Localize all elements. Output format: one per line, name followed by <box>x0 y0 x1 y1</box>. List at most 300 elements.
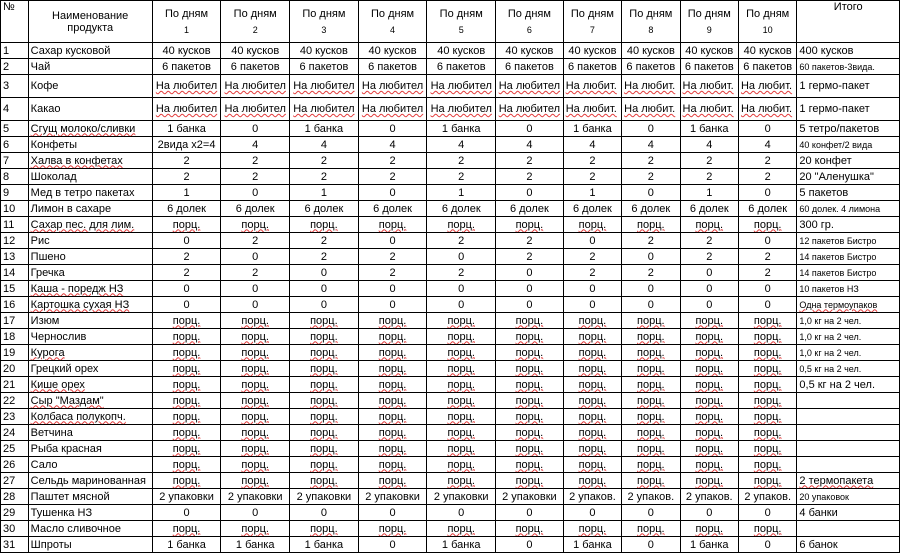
product-name <box>28 281 152 297</box>
day-4-cell <box>358 249 427 265</box>
cell-value: 1 банка <box>573 122 612 135</box>
day-2-cell <box>221 377 290 393</box>
day-8-cell <box>622 521 680 537</box>
cell-value: порц. <box>172 474 201 487</box>
cell-value: 2 упаковки <box>502 490 557 503</box>
cell-value: 2 <box>458 154 465 167</box>
cell-value: порц. <box>637 442 665 455</box>
product-name-text: Рис <box>30 234 50 247</box>
day-5-cell <box>427 393 496 409</box>
cell-value: На любител <box>224 80 286 92</box>
cell-value: 0 <box>526 186 533 199</box>
cell-value: 40 кусков <box>231 44 280 57</box>
day-9-cell <box>680 169 738 185</box>
day-9-cell <box>680 98 738 121</box>
day-3-cell <box>290 265 359 281</box>
row-number: 27 <box>1 473 29 489</box>
cell-value: порц. <box>447 410 475 423</box>
table-row <box>1 441 900 457</box>
day-1-cell <box>152 249 221 265</box>
table-row <box>1 489 900 505</box>
table-row <box>1 345 900 361</box>
day-6-cell <box>496 329 564 345</box>
day-8-cell <box>622 377 680 393</box>
total-cell <box>797 345 900 361</box>
cell-value: порц. <box>310 218 338 231</box>
cell-value: 2 упаковки <box>159 490 214 503</box>
day-8-cell <box>622 457 680 473</box>
cell-value: порц. <box>447 426 475 439</box>
cell-value: порц. <box>695 442 724 455</box>
day-8-cell <box>622 185 680 201</box>
day-7-cell <box>563 505 621 521</box>
product-name-text: Изюм <box>30 314 60 327</box>
table-row <box>1 233 900 249</box>
cell-value: порц. <box>172 314 201 327</box>
day-10-cell <box>738 185 796 201</box>
day-6-cell <box>496 361 564 377</box>
row-number: 4 <box>1 98 29 121</box>
day-10-cell <box>738 233 796 249</box>
header-day-label: По дням <box>302 7 346 20</box>
day-2-cell <box>221 121 290 137</box>
cell-value: На любит. <box>565 103 617 115</box>
cell-value: 0 <box>764 122 771 135</box>
day-8-cell <box>622 153 680 169</box>
row-number: 8 <box>1 169 29 185</box>
cell-value: 6 пакетов <box>368 60 417 73</box>
day-5-cell <box>427 137 496 153</box>
day-6-cell <box>496 425 564 441</box>
cell-value: порц. <box>241 378 269 391</box>
day-4-cell <box>358 265 427 281</box>
cell-value: порц. <box>447 474 475 487</box>
day-8-cell <box>622 137 680 153</box>
cell-value: 0 <box>458 506 465 519</box>
row-number: 16 <box>1 297 29 313</box>
cell-value: порц. <box>172 410 201 423</box>
product-name-text: Лимон в сахаре <box>30 202 112 215</box>
cell-value: 2 <box>647 154 654 167</box>
day-2-cell <box>221 75 290 98</box>
cell-value: 40 кусков <box>505 44 554 57</box>
day-8-cell <box>622 297 680 313</box>
product-name <box>28 457 152 473</box>
cell-value: порц. <box>753 314 782 327</box>
day-10-cell <box>738 169 796 185</box>
day-2-cell <box>221 201 290 217</box>
total-value: 12 пакетов Бистро <box>799 235 877 246</box>
cell-value: порц. <box>695 346 724 359</box>
product-name <box>28 393 152 409</box>
day-1-cell <box>152 43 221 59</box>
product-name-text: Какао <box>30 103 61 115</box>
cell-value: 0 <box>458 282 465 295</box>
cell-value: 2 <box>647 170 654 183</box>
day-2-cell <box>221 59 290 75</box>
product-name <box>28 473 152 489</box>
day-5-cell <box>427 425 496 441</box>
cell-value: 4 <box>526 138 533 151</box>
cell-value: На любител <box>430 80 492 92</box>
cell-value: порц. <box>515 378 544 391</box>
cell-value: 4 <box>320 138 327 151</box>
day-7-cell <box>563 43 621 59</box>
day-4-cell <box>358 281 427 297</box>
cell-value: 6 пакетов <box>684 60 734 73</box>
total-value: 0,5 кг на 2 чел. <box>799 363 862 374</box>
cell-value: порц. <box>578 522 607 535</box>
day-8-cell <box>622 489 680 505</box>
day-3-cell <box>290 185 359 201</box>
day-5-cell <box>427 361 496 377</box>
cell-value: 2 <box>526 154 533 167</box>
day-7-cell <box>563 121 621 137</box>
product-name-text: Сыр "Маздам" <box>30 394 104 407</box>
day-5-cell <box>427 329 496 345</box>
product-name <box>28 441 152 457</box>
table-row <box>1 249 900 265</box>
day-7-cell <box>563 201 621 217</box>
cell-value: порц. <box>515 442 544 455</box>
header-day-label: По дням <box>371 7 415 20</box>
product-name <box>28 185 152 201</box>
day-8-cell <box>622 281 680 297</box>
day-3-cell <box>290 249 359 265</box>
total-cell <box>797 217 900 233</box>
cell-value: порц. <box>172 218 201 231</box>
day-3-cell <box>290 489 359 505</box>
cell-value: На любит. <box>740 103 793 115</box>
day-4-cell <box>358 409 427 425</box>
day-10-cell <box>738 425 796 441</box>
day-5-cell <box>427 505 496 521</box>
total-cell <box>797 505 900 521</box>
day-9-cell <box>680 409 738 425</box>
cell-value: порц. <box>378 378 407 391</box>
cell-value: 0 <box>389 538 396 551</box>
cell-value: 1 <box>183 186 190 199</box>
cell-value: 0 <box>183 234 190 247</box>
total-value: Одна термоупаков <box>799 299 878 310</box>
day-8-cell <box>622 169 680 185</box>
row-number: 29 <box>1 505 29 521</box>
day-6-cell <box>496 233 564 249</box>
day-7-cell <box>563 521 621 537</box>
table-row <box>1 201 900 217</box>
cell-value: 4 <box>252 138 259 151</box>
cell-value: 0 <box>252 250 259 263</box>
total-value: 300 гр. <box>799 218 834 231</box>
cell-value: порц. <box>515 426 544 439</box>
product-name <box>28 137 152 153</box>
day-2-cell <box>221 43 290 59</box>
cell-value: 2 <box>252 266 259 279</box>
cell-value: 0 <box>389 506 396 519</box>
day-9-cell <box>680 329 738 345</box>
total-cell <box>797 75 900 98</box>
day-5-cell <box>427 377 496 393</box>
header-day-label: По дням <box>233 7 277 20</box>
cell-value: 0 <box>647 538 654 551</box>
cell-value: На любител <box>361 103 424 115</box>
cell-value: порц. <box>695 330 724 343</box>
product-name <box>28 409 152 425</box>
day-10-cell <box>738 441 796 457</box>
cell-value: 2 <box>526 250 533 263</box>
day-1-cell <box>152 121 221 137</box>
product-name <box>28 233 152 249</box>
cell-value: 4 <box>706 138 713 151</box>
day-5-cell <box>427 297 496 313</box>
cell-value: 0 <box>706 506 713 519</box>
total-cell <box>797 121 900 137</box>
cell-value: порц. <box>310 410 338 423</box>
cell-value: 2 <box>647 234 654 247</box>
total-cell <box>797 185 900 201</box>
cell-value: порц. <box>241 474 269 487</box>
day-9-cell <box>680 313 738 329</box>
cell-value: 2 <box>526 234 533 247</box>
day-1-cell <box>152 377 221 393</box>
cell-value: порц. <box>378 410 407 423</box>
cell-value: порц. <box>695 378 724 391</box>
cell-value: 2 <box>389 250 396 263</box>
cell-value: 2 упаков. <box>685 490 733 503</box>
cell-value: порц. <box>637 394 665 407</box>
cell-value: порц. <box>515 330 544 343</box>
day-5-cell <box>427 537 496 553</box>
cell-value: порц. <box>695 458 724 471</box>
cell-value: порц. <box>753 378 782 391</box>
table-row <box>1 121 900 137</box>
cell-value: порц. <box>637 218 665 231</box>
total-cell <box>797 313 900 329</box>
day-2-cell <box>221 345 290 361</box>
cell-value: порц. <box>695 218 724 231</box>
row-number: 31 <box>1 537 29 553</box>
row-number: 25 <box>1 441 29 457</box>
day-9-cell <box>680 345 738 361</box>
day-10-cell <box>738 98 796 121</box>
total-value: 20 конфет <box>799 154 852 167</box>
day-9-cell <box>680 43 738 59</box>
header-day-6 <box>496 1 564 43</box>
cell-value: 2 <box>706 170 713 183</box>
day-2-cell <box>221 457 290 473</box>
day-10-cell <box>738 265 796 281</box>
cell-value: 0 <box>589 298 596 311</box>
day-1-cell <box>152 457 221 473</box>
day-8-cell <box>622 233 680 249</box>
cell-value: 1 <box>589 186 596 199</box>
cell-value: 2 <box>589 154 596 167</box>
day-2-cell <box>221 185 290 201</box>
cell-value: 2 <box>183 250 190 263</box>
day-7-cell <box>563 75 621 98</box>
cell-value: порц. <box>241 458 269 471</box>
day-9-cell <box>680 59 738 75</box>
cell-value: 1 банка <box>573 538 612 551</box>
day-7-cell <box>563 98 621 121</box>
cell-value: 2 <box>706 250 713 263</box>
cell-value: 2вида х2=4 <box>157 138 216 151</box>
cell-value: 6 пакетов <box>568 60 617 73</box>
product-name-text: Сахар пес. для лим. <box>30 218 135 231</box>
product-name <box>28 313 152 329</box>
cell-value: 2 упаков. <box>627 490 675 503</box>
cell-value: 2 <box>706 234 713 247</box>
cell-value: 1 банка <box>235 538 275 551</box>
day-5-cell <box>427 98 496 121</box>
cell-value: 4 <box>764 138 771 151</box>
day-2-cell <box>221 441 290 457</box>
cell-value: 0 <box>706 282 713 295</box>
day-6-cell <box>496 43 564 59</box>
cell-value: 0 <box>252 506 259 519</box>
day-9-cell <box>680 265 738 281</box>
day-5-cell <box>427 121 496 137</box>
day-4-cell <box>358 345 427 361</box>
day-2-cell <box>221 537 290 553</box>
cell-value: 6 долек <box>748 202 788 215</box>
row-number: 14 <box>1 265 29 281</box>
cell-value: порц. <box>241 522 269 535</box>
day-6-cell <box>496 393 564 409</box>
header-day-number: 6 <box>526 24 532 35</box>
cell-value: 2 <box>589 266 596 279</box>
day-5-cell <box>427 457 496 473</box>
total-value: 60 долек. 4 лимона <box>799 203 881 214</box>
total-cell <box>797 43 900 59</box>
cell-value: порц. <box>753 474 782 487</box>
product-name-text: Гречка <box>30 266 65 279</box>
day-2-cell <box>221 98 290 121</box>
day-7-cell <box>563 329 621 345</box>
cell-value: 0 <box>589 506 596 519</box>
product-name <box>28 329 152 345</box>
day-10-cell <box>738 153 796 169</box>
cell-value: порц. <box>695 474 724 487</box>
cell-value: порц. <box>378 394 407 407</box>
day-7-cell <box>563 409 621 425</box>
cell-value: порц. <box>637 314 665 327</box>
product-name <box>28 297 152 313</box>
day-10-cell <box>738 249 796 265</box>
cell-value: порц. <box>515 346 544 359</box>
day-3-cell <box>290 169 359 185</box>
day-6-cell <box>496 75 564 98</box>
cell-value: порц. <box>447 458 475 471</box>
cell-value: порц. <box>241 394 269 407</box>
product-name-text: Шоколад <box>30 170 77 183</box>
row-number: 28 <box>1 489 29 505</box>
cell-value: 2 <box>458 234 465 247</box>
cell-value: 6 долек <box>304 202 344 215</box>
day-2-cell <box>221 361 290 377</box>
cell-value: порц. <box>515 474 544 487</box>
day-5-cell <box>427 59 496 75</box>
cell-value: порц. <box>695 362 724 375</box>
cell-value: порц. <box>753 458 782 471</box>
cell-value: порц. <box>637 522 665 535</box>
row-number: 10 <box>1 201 29 217</box>
day-5-cell <box>427 441 496 457</box>
day-3-cell <box>290 505 359 521</box>
product-name-text: Сахар кусковой <box>30 44 111 57</box>
cell-value: 6 пакетов <box>436 60 486 73</box>
table-row <box>1 98 900 121</box>
day-2-cell <box>221 521 290 537</box>
day-4-cell <box>358 201 427 217</box>
cell-value: порц. <box>578 426 607 439</box>
cell-value: 2 <box>458 170 465 183</box>
cell-value: 0 <box>389 298 396 311</box>
cell-value: 1 <box>320 186 327 199</box>
cell-value: порц. <box>172 346 201 359</box>
day-3-cell <box>290 59 359 75</box>
cell-value: 1 банка <box>304 538 344 551</box>
day-6-cell <box>496 153 564 169</box>
cell-value: порц. <box>695 410 724 423</box>
header-day-number: 8 <box>648 24 654 35</box>
day-4-cell <box>358 457 427 473</box>
cell-value: 0 <box>458 250 465 263</box>
cell-value: 0 <box>252 122 259 135</box>
day-1-cell <box>152 169 221 185</box>
day-10-cell <box>738 505 796 521</box>
day-4-cell <box>358 43 427 59</box>
day-7-cell <box>563 537 621 553</box>
cell-value: порц. <box>515 410 544 423</box>
day-2-cell <box>221 137 290 153</box>
day-6-cell <box>496 98 564 121</box>
cell-value: порц. <box>578 458 607 471</box>
cell-value: 2 <box>252 234 259 247</box>
cell-value: порц. <box>172 426 201 439</box>
day-5-cell <box>427 281 496 297</box>
cell-value: порц. <box>637 378 665 391</box>
day-6-cell <box>496 457 564 473</box>
total-cell <box>797 393 900 409</box>
day-7-cell <box>563 185 621 201</box>
cell-value: порц. <box>310 458 338 471</box>
cell-value: порц. <box>378 442 407 455</box>
product-name-text: Сельдь маринованная <box>30 474 146 487</box>
cell-value: 0 <box>647 122 654 135</box>
day-4-cell <box>358 153 427 169</box>
cell-value: порц. <box>241 330 269 343</box>
row-number: 2 <box>1 59 29 75</box>
cell-value: 0 <box>764 506 771 519</box>
cell-value: 0 <box>526 298 533 311</box>
header-day-number: 1 <box>184 24 190 35</box>
header-day-4 <box>358 1 427 43</box>
cell-value: 0 <box>764 282 771 295</box>
day-4-cell <box>358 121 427 137</box>
row-number: 17 <box>1 313 29 329</box>
day-7-cell <box>563 281 621 297</box>
day-6-cell <box>496 59 564 75</box>
day-6-cell <box>496 265 564 281</box>
day-3-cell <box>290 345 359 361</box>
day-8-cell <box>622 75 680 98</box>
cell-value: порц. <box>172 362 201 375</box>
day-3-cell <box>290 201 359 217</box>
total-value: 1,0 кг на 2 чел. <box>799 347 862 358</box>
cell-value: 2 <box>389 266 396 279</box>
day-10-cell <box>738 297 796 313</box>
